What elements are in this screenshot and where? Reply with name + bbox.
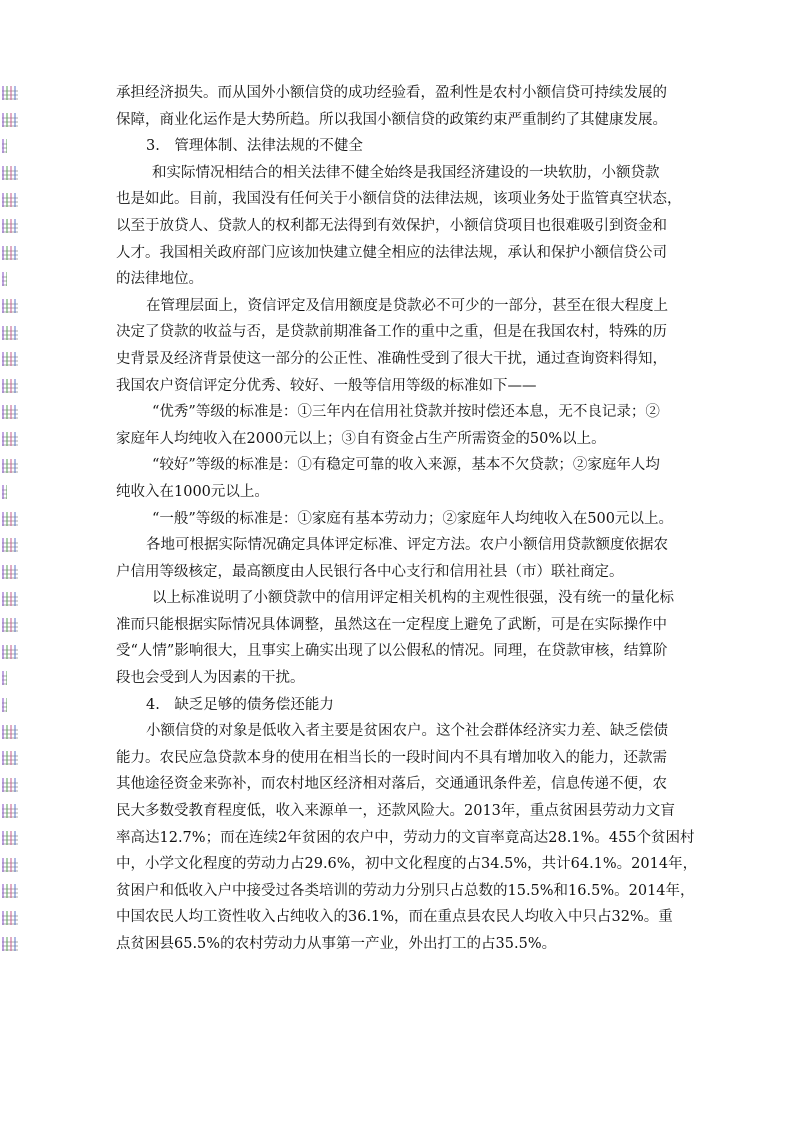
text-line: 小额信贷的对象是低收入者主要是贫困农户。这个社会群体经济实力差、缺乏偿债 [146,723,668,740]
text-line: 保障，商业化运作是大势所趋。所以我国小额信贷的政策约束严重制约了其健康发展。 [116,111,667,128]
line-marker [2,771,24,798]
text-line: “优秀”等级的标准是：①三年内在信用社贷款并按时偿还本息，无不良记录；② [152,404,660,421]
text-line: 其他途径资金来弥补，而农村地区经济相对落后，交通通讯条件差，信息传递不便，农 [116,776,667,793]
line-marker [2,293,24,320]
line-marker [2,319,24,346]
text-line: 和实际情况相结合的相关法律不健全始终是我国经济建设的一块软肋，小额贷款 [152,164,660,181]
line-marker [2,186,24,213]
line-marker [2,240,24,267]
text-line: “一般”等级的标准是：①家庭有基本劳动力；②家庭年人均纯收入在500元以上。 [152,510,673,527]
line-marker [2,798,24,825]
line-marker [2,638,24,665]
line-marker [2,80,24,107]
line-marker [2,213,24,240]
text-line: 纯收入在1000元以上。 [116,483,269,500]
section-heading: 4. 缺乏足够的债务偿还能力 [146,696,334,713]
line-marker [2,904,24,931]
line-marker [2,692,24,719]
text-line: 也是如此。目前，我国没有任何关于小额信贷的法律法规，该项业务处于监管真空状态， [116,191,682,208]
line-marker [2,532,24,559]
text-line: 点贫困县65.5%的农村劳动力从事第一产业，外出打工的占35.5%。 [116,936,557,952]
line-marker [2,479,24,506]
text-line: 在管理层面上，资信评定及信用额度是贷款必不可少的一部分，甚至在很大程度上 [146,297,668,314]
text-line: 中国农民人均工资性收入占纯收入的36.1%，而在重点县农民人均收入中只占32%。重 [116,909,673,926]
text-line: 户信用等级核定，最高额度由人民银行各中心支行和信用社县（市）联社商定。 [116,563,624,580]
line-marker [2,878,24,905]
line-marker [2,133,24,160]
line-marker [2,745,24,772]
line-marker [2,107,24,134]
line-marker [2,452,24,479]
line-marker [2,559,24,586]
section-heading: 3. 管理体制、法律法规的不健全 [146,138,363,155]
text-line: 家庭年人均纯收入在2000元以上；③自有资金占生产所需资金的50%以上。 [116,430,606,447]
line-marker [2,825,24,852]
line-marker [2,665,24,692]
text-line: 以至于放贷人、贷款人的权利都无法得到有效保护，小额信贷项目也很难吸引到资金和 [116,217,667,234]
text-line: 准而只能根据实际情况具体调整，虽然这在一定程度上避免了武断，可是在实际操作中 [116,616,667,633]
line-marker [2,931,24,958]
line-marker [2,346,24,373]
line-marker [2,612,24,639]
text-line: 史背景及经济背景使这一部分的公正性、准确性受到了很大干扰，通过查询资料得知， [116,350,667,367]
line-marker [2,426,24,453]
text-line: 贫困户和低收入户中接受过各类培训的劳动力分别只占总数的15.5%和16.5%。2014年， [116,882,695,899]
line-marker [2,373,24,400]
text-line: 承担经济损失。而从国外小额信贷的成功经验看，盈利性是农村小额信贷可持续发展的 [116,85,667,101]
text-line: “较好”等级的标准是：①有稳定可靠的收入来源，基本不欠贷款；②家庭年人均 [152,457,660,474]
text-line: 中，小学文化程度的劳动力占29.6%，初中文化程度的占34.5%，共计64.1%。2014年， [116,856,698,873]
text-line: 以上标准说明了小额贷款中的信用评定相关机构的主观性很强，没有统一的量化标 [152,590,674,607]
text-line: 各地可根据实际情况确定具体评定标准、评定方法。农户小额信用贷款额度依据农 [146,537,668,554]
line-marker [2,506,24,533]
text-line: 决定了贷款的收益与否，是贷款前期准备工作的重中之重，但是在我国农村，特殊的历 [116,324,667,341]
margin-line-markers [2,80,24,958]
line-marker [2,585,24,612]
line-marker [2,851,24,878]
text-line: 段也会受到人为因素的干扰。 [116,670,305,687]
text-line: 我国农户资信评定分优秀、较好、一般等信用等级的标准如下—— [116,377,537,394]
text-line: 能力。农民应急贷款本身的使用在相当长的一段时间内不具有增加收入的能力，还款需 [116,749,667,766]
text-line: 率高达12.7%；而在连续2年贫困的农户中，劳动力的文盲率竟高达28.1%。455个贫困村 [116,829,695,846]
body-text [116,80,720,958]
text-line: 的法律地位。 [116,271,203,288]
line-marker [2,266,24,293]
text-line: 人才。我国相关政府部门应该加快建立健全相应的法律法规，承认和保护小额信贷公司 [116,244,667,261]
line-marker [2,718,24,745]
text-line: 受“人情”影响很大，且事实上确实出现了以公假私的情况。同理，在贷款审核，结算阶 [116,643,668,660]
text-line: 民大多数受教育程度低，收入来源单一，还款风险大。2013年，重点贫困县劳动力文盲 [116,803,675,820]
line-marker [2,160,24,187]
line-marker [2,399,24,426]
